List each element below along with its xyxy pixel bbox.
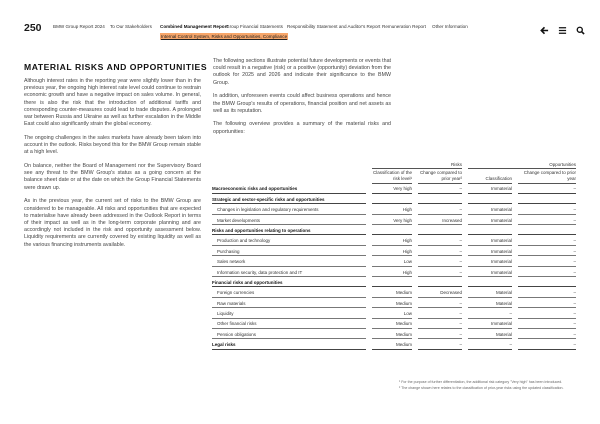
row-label: Purchasing	[212, 245, 366, 255]
risk-classification: Medium	[372, 318, 412, 328]
opportunity-classification: Material	[468, 287, 512, 297]
row-label: Pension obligations	[212, 328, 366, 338]
table-category-row	[212, 193, 576, 203]
opportunity-classification: Immaterial	[468, 266, 512, 276]
group-header-risks: Risks	[372, 160, 462, 168]
risk-change: –	[418, 308, 462, 318]
risk-classification: Medium	[372, 297, 412, 307]
risk-change: –	[418, 339, 462, 349]
opportunity-classification: –	[468, 308, 512, 318]
col-header-risk-classification: Classification of the risk level¹	[372, 168, 412, 183]
row-label: Sales network	[212, 256, 366, 266]
risk-change: –	[418, 245, 462, 255]
risk-classification: High	[372, 204, 412, 214]
page-header	[0, 0, 600, 48]
risk-change: Decreased	[418, 287, 462, 297]
row-label: Raw materials	[212, 297, 366, 307]
paragraph: Although interest rates in the reporting year were slightly lower than in the previous year, the ongoing high interest rate level could continue to restrain economic growth and have a negative impact on sales volume. In general, there is also the risk that the introduction of additional tariffs and corresponding counter-measures could lead to trade disputes. A prolonged war between Russia and Ukraine as well as further escalation in the Middle East could also significantly strain the global economy.	[24, 78, 201, 128]
opportunity-change	[518, 277, 576, 287]
paragraph: On balance, neither the Board of Management nor the Supervisory Board see any threat to the BMW Group's status as a going concern at the balance sheet date or at the date on which the Group Financial Statements were drawn up.	[24, 163, 201, 191]
opportunity-classification: Immaterial	[468, 183, 512, 193]
opportunity-change	[518, 225, 576, 235]
risk-classification: Medium	[372, 339, 412, 349]
risk-change: Increased	[418, 214, 462, 224]
table-category-row	[212, 339, 576, 349]
section-title: MATERIAL RISKS AND OPPORTUNITIES	[24, 62, 208, 72]
row-label: Liquidity	[212, 308, 366, 318]
opportunity-change: –	[518, 245, 576, 255]
search-icon[interactable]	[576, 22, 585, 31]
risk-classification: Very high	[372, 183, 412, 193]
table-row	[212, 328, 576, 338]
table-row	[212, 266, 576, 276]
risk-classification	[372, 225, 412, 235]
opportunity-classification: Material	[468, 297, 512, 307]
opportunity-change: –	[518, 183, 576, 193]
risk-change: –	[418, 328, 462, 338]
risk-change: –	[418, 297, 462, 307]
opportunity-classification: Immaterial	[468, 204, 512, 214]
table-row	[212, 235, 576, 245]
table-category-row	[212, 225, 576, 235]
nav-item-combined-management-report[interactable]: Combined Management Report	[160, 24, 228, 29]
risk-change: –	[418, 256, 462, 266]
col-header-risk-change: Change compared to prior year²	[418, 168, 462, 183]
table-row	[212, 287, 576, 297]
table-group-header-row	[212, 160, 576, 168]
opportunity-classification: Immaterial	[468, 235, 512, 245]
nav-icons	[540, 22, 585, 31]
table-row	[212, 245, 576, 255]
paragraph: The following sections illustrate potential future developments or events that could result in a negative (risk) or a positive (opportunity) deviation from the outlook for 2025 and 2026 and indicate their significance to the BMW Group.	[213, 58, 391, 86]
nav-item-other-information[interactable]: Other Information	[432, 24, 468, 29]
risk-classification: Low	[372, 308, 412, 318]
opportunity-change: –	[518, 308, 576, 318]
menu-icon[interactable]	[558, 22, 567, 31]
table-row	[212, 214, 576, 224]
paragraph: The following overview provides a summary of the material risks and opportunities:	[213, 121, 391, 135]
opportunity-classification	[468, 277, 512, 287]
paragraph: As in the previous year, the current set of risks to the BMW Group are considered to be manageable. All risks and opportunities that are expected to materialise have already been addressed in the Outlook Report in terms of their impact as well as in the long-term corporate planning and are accordingly not included in the risk and opportunity assessment below. Liquidity requirements are currently covered by existing liquidity as well as the various financing instruments available.	[24, 198, 201, 248]
opportunity-change: –	[518, 328, 576, 338]
risk-change: –	[418, 318, 462, 328]
risk-classification: High	[372, 235, 412, 245]
row-label: Financial risks and opportunities	[212, 277, 366, 287]
row-label: Legal risks	[212, 339, 366, 349]
opportunity-change: –	[518, 297, 576, 307]
risk-change	[418, 277, 462, 287]
risk-change: –	[418, 266, 462, 276]
risk-change: –	[418, 183, 462, 193]
intro-column	[213, 58, 391, 142]
col-header-opp-change: Change compared to prior year	[518, 168, 576, 183]
opportunity-classification: Immaterial	[468, 318, 512, 328]
risk-classification: Medium	[372, 328, 412, 338]
risk-change	[418, 225, 462, 235]
risk-change: –	[418, 235, 462, 245]
table-category-row	[212, 277, 576, 287]
table-row	[212, 256, 576, 266]
opportunity-classification: –	[468, 339, 512, 349]
opportunity-change	[518, 193, 576, 203]
risk-classification: High	[372, 266, 412, 276]
opportunity-change: –	[518, 214, 576, 224]
opportunity-change: –	[518, 266, 576, 276]
table-row	[212, 318, 576, 328]
opportunity-change: –	[518, 204, 576, 214]
row-label: Information security, data protection and IT	[212, 266, 366, 276]
nav-item-group-financial-statements[interactable]: Group Financial Statements	[226, 24, 283, 29]
opportunity-change: –	[518, 318, 576, 328]
opportunity-change: –	[518, 235, 576, 245]
risk-classification: Medium	[372, 287, 412, 297]
opportunity-classification	[468, 225, 512, 235]
opportunity-classification	[468, 193, 512, 203]
opportunity-change: –	[518, 287, 576, 297]
row-label: Changes in legislation and regulatory requirements	[212, 204, 366, 214]
table-category-row	[212, 183, 576, 193]
risk-classification: Low	[372, 256, 412, 266]
sub-navigation-active[interactable]: Internal Control System, Risks and Opportunities, Compliance	[161, 34, 288, 39]
footnote: ¹ For the purpose of further differentiation, the additional risk category "Very high" has been introduced.	[399, 380, 563, 384]
table-row	[212, 204, 576, 214]
risk-classification	[372, 193, 412, 203]
back-arrow-icon[interactable]	[540, 22, 549, 31]
table-row	[212, 297, 576, 307]
group-header-opportunities: Opportunities	[468, 160, 576, 168]
paragraph: In addition, unforeseen events could affect business operations and hence the BMW Group's results of operations, financial position and net assets as well as its reputation.	[213, 93, 391, 114]
row-label: Production and technology	[212, 235, 366, 245]
footnotes	[399, 380, 575, 391]
risk-change	[418, 193, 462, 203]
opportunity-classification: Material	[468, 328, 512, 338]
opportunity-classification: Immaterial	[468, 214, 512, 224]
left-column	[24, 62, 208, 255]
row-label: Macroeconomic risks and opportunities	[212, 183, 366, 193]
row-label: Risks and opportunities relating to operations	[212, 225, 366, 235]
row-label: Strategic and sector-specific risks and opportunities	[212, 193, 366, 203]
row-label: Foreign currencies	[212, 287, 366, 297]
nav-item-responsibility-statement[interactable]: Responsibility Statement and Auditor's Report	[287, 24, 381, 29]
row-label: Market developments	[212, 214, 366, 224]
opportunity-change: –	[518, 256, 576, 266]
nav-item-remuneration-report[interactable]: Remuneration Report	[382, 24, 426, 29]
opportunity-classification: Immaterial	[468, 245, 512, 255]
opportunity-classification: Immaterial	[468, 256, 512, 266]
col-header-opp-classification: Classification	[468, 168, 512, 183]
risks-opportunities-table	[212, 160, 576, 350]
row-label: Other financial risks	[212, 318, 366, 328]
risk-classification	[372, 277, 412, 287]
table-header-row	[212, 168, 576, 183]
risk-change: –	[418, 204, 462, 214]
risk-classification: Very high	[372, 214, 412, 224]
page-number: 250	[24, 22, 42, 34]
risk-classification: High	[372, 245, 412, 255]
paragraph: The ongoing challenges in the sales markets have already been taken into account in the outlook. Risks beyond this for the BMW Group remain stable at a high level.	[24, 134, 201, 156]
footnote: ² The change shown here relates to the classification of prior-year risks using the updated classification.	[399, 385, 564, 390]
nav-item-bmw-group-report[interactable]: BMW Group Report 2024	[53, 24, 105, 29]
table-row	[212, 308, 576, 318]
opportunity-change: –	[518, 339, 576, 349]
nav-item-to-our-stakeholders[interactable]: To Our Stakeholders	[110, 24, 152, 29]
